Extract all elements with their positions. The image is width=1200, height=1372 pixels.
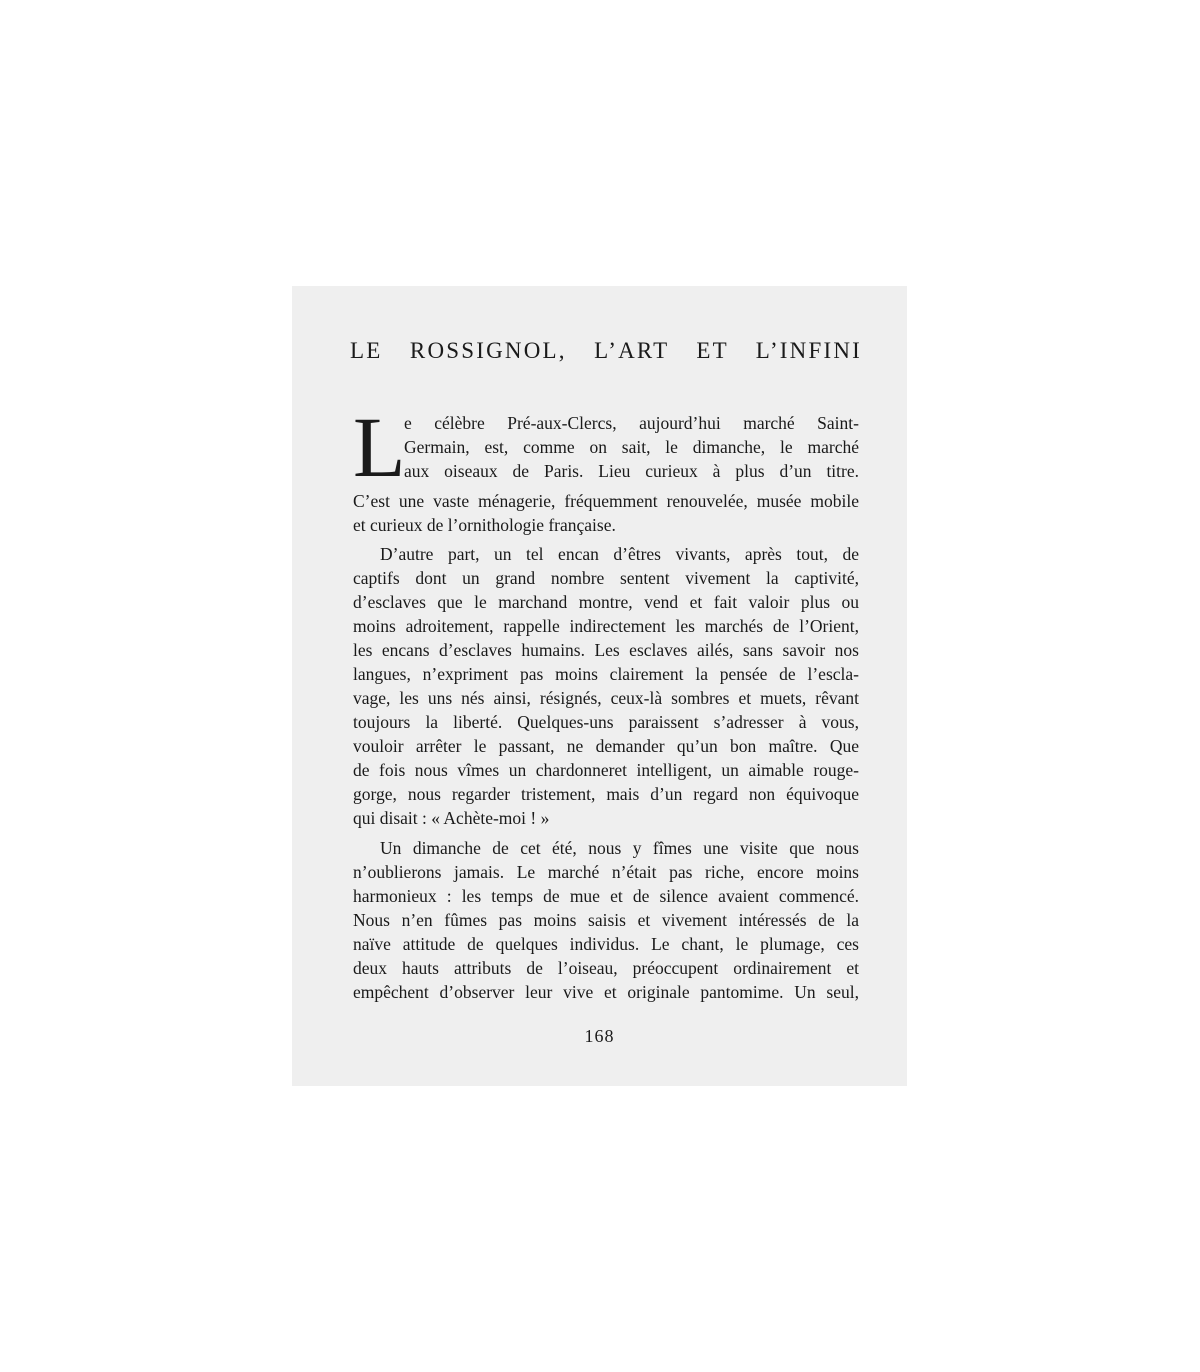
text-line: C’est une vaste ménagerie, fréquemment renouvelée, musée mobile — [353, 491, 859, 511]
book-page — [292, 286, 907, 1086]
text-line: vage, les uns nés ainsi, résignés, ceux-là sombres et muets, rêvant — [353, 688, 859, 708]
page-number: 168 — [584, 1026, 615, 1046]
text-line: e célèbre Pré-aux-Clercs, aujourd’hui marché Saint- — [404, 413, 859, 433]
text-line: vouloir arrêter le passant, ne demander qu’un bon maître. Que — [353, 736, 859, 756]
text-line: harmonieux : les temps de mue et de silence avaient commencé. — [353, 886, 859, 906]
text-line: toujours la liberté. Quelques-uns paraissent s’adresser à vous, — [353, 712, 859, 732]
text-line: d’esclaves que le marchand montre, vend et fait valoir plus ou — [353, 592, 859, 612]
text-line: n’oublierons jamais. Le marché n’était pas riche, encore moins — [353, 862, 859, 882]
text-line: qui disait : « Achète-moi ! » — [353, 808, 550, 828]
text-line: Germain, est, comme on sait, le dimanche, le marché — [404, 437, 859, 457]
text-line: les encans d’esclaves humains. Les esclaves ailés, sans savoir nos — [353, 640, 859, 660]
text-line: deux hauts attributs de l’oiseau, préoccupent ordinairement et — [353, 958, 859, 978]
text-line: de fois nous vîmes un chardonneret intelligent, un aimable rouge- — [353, 760, 859, 780]
drop-cap: L — [353, 399, 406, 495]
text-line: langues, n’expriment pas moins clairement la pensée de l’escla- — [353, 664, 859, 684]
text-line: D’autre part, un tel encan d’êtres vivants, après tout, de — [380, 544, 859, 564]
text-line: Nous n’en fûmes pas moins saisis et vivement intéressés de la — [353, 910, 859, 930]
chapter-title: LE ROSSIGNOL, L’ART ET L’INFINI — [350, 338, 862, 363]
text-line: gorge, nous regarder tristement, mais d’un regard non équivoque — [353, 784, 859, 804]
text-line: Un dimanche de cet été, nous y fîmes une visite que nous — [380, 838, 859, 858]
text-line: captifs dont un grand nombre sentent vivement la captivité, — [353, 568, 859, 588]
text-line: moins adroitement, rappelle indirectement les marchés de l’Orient, — [353, 616, 859, 636]
text-line: et curieux de l’ornithologie française. — [353, 515, 616, 535]
text-line: aux oiseaux de Paris. Lieu curieux à plus d’un titre. — [404, 461, 859, 481]
text-line: naïve attitude de quelques individus. Le chant, le plumage, ces — [353, 934, 859, 954]
text-line: empêchent d’observer leur vive et originale pantomime. Un seul, — [353, 982, 859, 1002]
